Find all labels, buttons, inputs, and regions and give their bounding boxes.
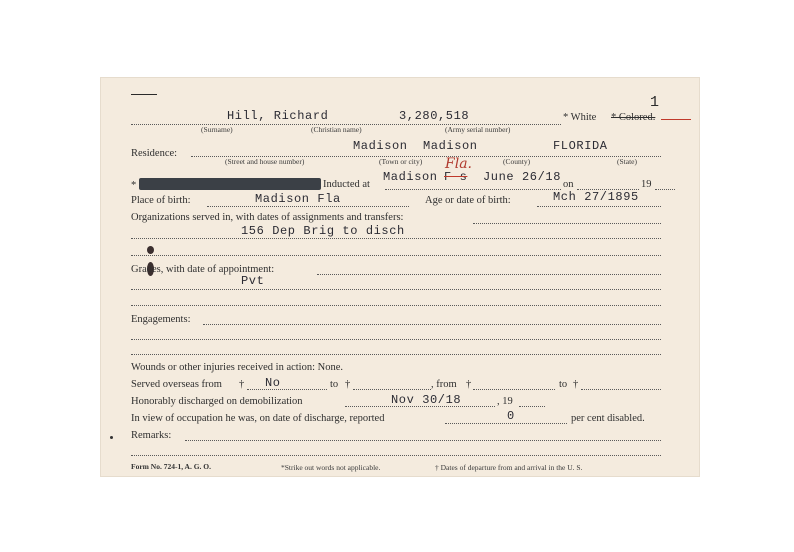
handwritten-state: Fla. bbox=[445, 156, 472, 172]
engagements-line-3 bbox=[131, 354, 661, 355]
disability-label-end: per cent disabled. bbox=[571, 413, 645, 424]
surname-caption: (Surname) bbox=[201, 125, 233, 134]
redacted-enlistment-text bbox=[139, 178, 321, 190]
date-of-birth-value: Mch 27/1895 bbox=[553, 190, 639, 204]
county-caption: (County) bbox=[503, 157, 531, 166]
remarks-label: Remarks: bbox=[131, 430, 172, 441]
wounds-label: Wounds or other injuries received in action: None. bbox=[131, 362, 344, 373]
discharge-date-line bbox=[345, 406, 495, 407]
induction-date-value: June 26/18 bbox=[483, 170, 562, 184]
discharge-year-line bbox=[519, 406, 545, 407]
service-record-card bbox=[101, 78, 699, 476]
white-label: * White bbox=[563, 112, 597, 123]
form-number: Form No. 724-1, A. G. O. bbox=[131, 462, 211, 471]
disability-label-start: In view of occupation he was, on date of discharge, reported bbox=[131, 413, 385, 424]
grades-label: Grades, with date of appointment: bbox=[131, 264, 275, 275]
overseas-value: No bbox=[265, 376, 281, 390]
overseas-to-line bbox=[353, 389, 431, 390]
disability-value: 0 bbox=[507, 409, 515, 423]
residence-label: Residence: bbox=[131, 148, 178, 159]
surname-value: Hill, Richard bbox=[227, 109, 329, 123]
street-caption: (Street and house number) bbox=[225, 157, 305, 166]
organizations-line-2 bbox=[131, 238, 661, 239]
remarks-line-1 bbox=[185, 440, 661, 441]
engagements-label: Engagements: bbox=[131, 314, 191, 325]
residence-town-value: Madison bbox=[353, 139, 408, 153]
organizations-line-1 bbox=[473, 223, 661, 224]
grades-value: Pvt bbox=[241, 274, 265, 288]
overseas-dagger-3: † bbox=[466, 379, 472, 390]
discharge-label: Honorably discharged on demobilization bbox=[131, 396, 303, 407]
ink-spot bbox=[147, 246, 154, 254]
grades-line-2 bbox=[131, 289, 661, 290]
place-of-birth-line bbox=[207, 206, 409, 207]
organizations-value: 156 Dep Brig to disch bbox=[241, 224, 405, 238]
place-of-birth-value: Madison Fla bbox=[255, 192, 341, 206]
top-left-rule bbox=[131, 94, 157, 95]
grades-line-1 bbox=[317, 274, 661, 275]
engagements-line-2 bbox=[131, 339, 661, 340]
on-label: on bbox=[563, 179, 574, 190]
christian-name-caption: (Christian name) bbox=[311, 125, 362, 134]
grades-line-3 bbox=[131, 305, 661, 306]
colored-underline bbox=[661, 119, 691, 120]
overseas-dagger-4: † bbox=[573, 379, 579, 390]
engagements-line-1 bbox=[203, 324, 661, 325]
disability-line bbox=[445, 423, 567, 424]
town-caption: (Town or city) bbox=[379, 157, 423, 166]
card-number: 1 bbox=[650, 94, 660, 111]
overseas-dagger-2: † bbox=[345, 379, 351, 390]
residence-state-value: FLORIDA bbox=[553, 139, 608, 153]
remarks-line-2 bbox=[131, 455, 661, 456]
induction-year-line bbox=[655, 189, 675, 190]
dates-note: † Dates of departure from and arrival in the U. S. bbox=[435, 463, 583, 472]
overseas-dagger-1: † bbox=[239, 379, 245, 390]
inducted-at-label: Inducted at bbox=[323, 179, 370, 190]
date-of-birth-line bbox=[537, 206, 661, 207]
overseas-to2-line bbox=[581, 389, 661, 390]
colored-label: * Colored. bbox=[611, 112, 656, 123]
residence-county-value: Madison bbox=[423, 139, 478, 153]
induction-struck-state: F s bbox=[444, 170, 468, 184]
ink-spot bbox=[110, 436, 113, 439]
overseas-from-line bbox=[247, 389, 327, 390]
state-caption: (State) bbox=[617, 157, 637, 166]
discharge-year-label: , 19 bbox=[497, 396, 513, 407]
place-of-birth-label: Place of birth: bbox=[131, 195, 191, 206]
overseas-from2-line bbox=[473, 389, 555, 390]
induction-place-value: Madison bbox=[383, 170, 438, 184]
serial-number-value: 3,280,518 bbox=[399, 109, 470, 123]
induction-asterisk: * bbox=[131, 180, 137, 191]
overseas-to-label: to bbox=[330, 379, 339, 390]
date-of-birth-label: Age or date of birth: bbox=[425, 195, 511, 206]
organizations-label: Organizations served in, with dates of assignments and transfers: bbox=[131, 212, 404, 223]
overseas-label: Served overseas from bbox=[131, 379, 222, 390]
discharge-date-value: Nov 30/18 bbox=[391, 393, 462, 407]
organizations-line-3 bbox=[131, 255, 661, 256]
inducted-line bbox=[385, 189, 561, 190]
strike-out-note: *Strike out words not applicable. bbox=[281, 463, 381, 472]
serial-caption: (Army serial number) bbox=[445, 125, 511, 134]
induction-year-label: 19 bbox=[641, 179, 652, 190]
overseas-from-label: , from bbox=[431, 379, 457, 390]
overseas-to2-label: to bbox=[559, 379, 568, 390]
